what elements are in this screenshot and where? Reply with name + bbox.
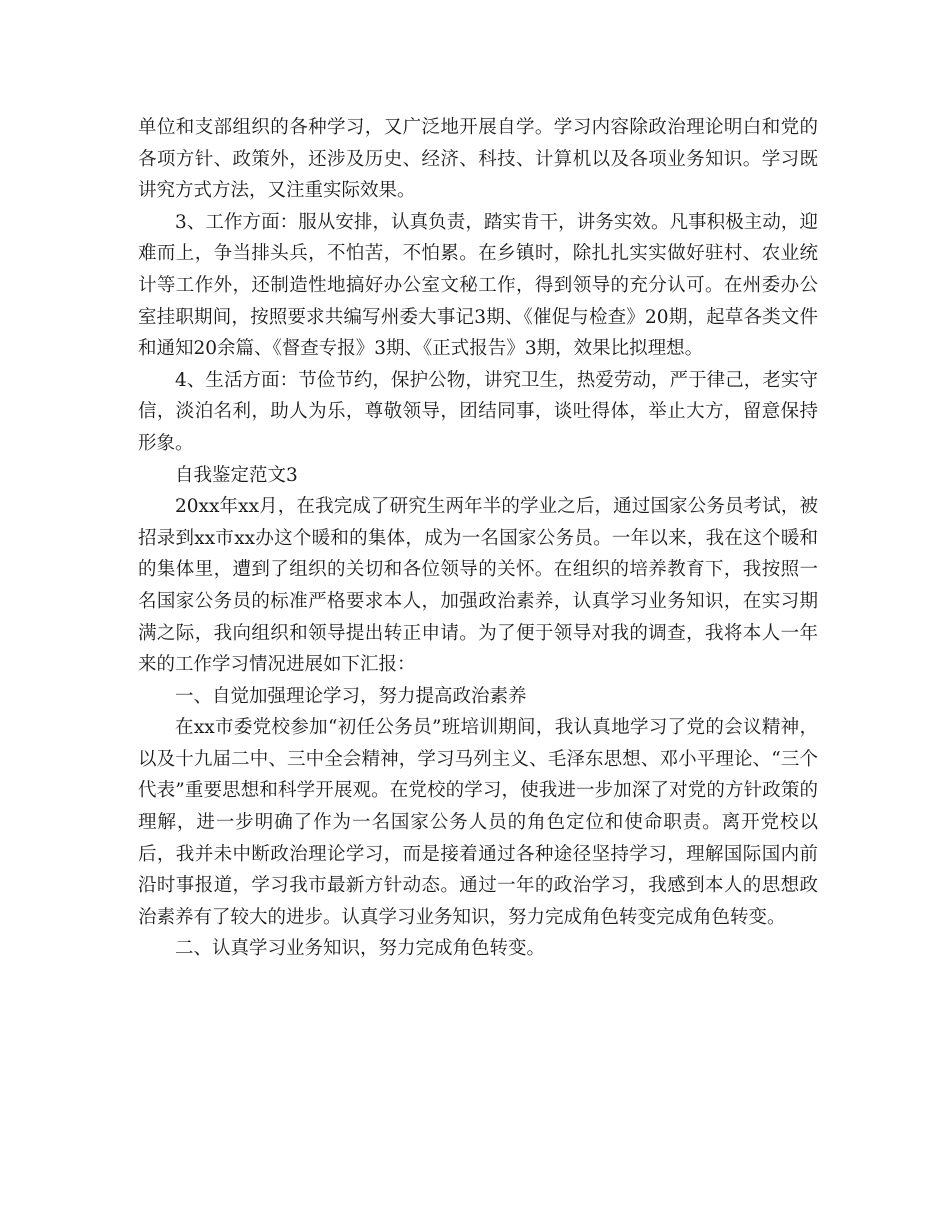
paragraph-study-continued: 单位和支部组织的各种学习，又广泛地开展自学。学习内容除政治理论明白和党的各项方针、政策外，还涉及历史、经济、科技、计算机以及各项业务知识。学习既讲究方式方法，又注重实际效果。 [138,117,818,202]
document-body [138,112,818,965]
section-heading-sample-3: 自我鉴定范文3 [175,464,298,486]
paragraph-life-aspect: 4、生活方面：节俭节约，保护公物，讲究卫生，热爱劳动，严于律己，老实守信，淡泊名利，助人为乐，尊敬领导，团结同事，谈吐得体，举止大方，留意保持形象。 [138,369,818,454]
section-heading-business-knowledge: 二、认真学习业务知识，努力完成角色转变。 [175,938,546,960]
paragraph-work-aspect: 3、工作方面：服从安排，认真负责，踏实肯干，讲务实效。凡事积极主动，迎难而上，争当排头兵，不怕苦，不怕累。在乡镇时，除扎扎实实做好驻村、农业统计等工作外，还制造性地搞好办公室文秘工作，得到领导的充分认可。在州委办公室挂职期间，按照要求共编写州委大事记3期、《催促与检查》20期，起草各类文件和通知20余篇、《督查专报》3期、《正式报告》3期，效果比拟理想。 [138,211,818,360]
paragraph-introduction: 20xx年xx月，在我完成了研究生两年半的学业之后，通过国家公务员考试，被招录到xx市xx办这个暖和的集体，成为一名国家公务员。一年以来，我在这个暖和的集体里，遭到了组织的关切和各位领导的关怀。在组织的培养教育下，我按照一名国家公务员的标准严格要求本人，加强政治素养，认真学习业务知识，在实习期满之际，我向组织和领导提出转正申请。为了便于领导对我的调查，我将本人一年来的工作学习情况进展如下汇报： [138,496,818,676]
section-heading-theory-study: 一、自觉加强理论学习，努力提高政治素养 [175,685,527,707]
paragraph-party-school: 在xx市委党校参加“初任公务员”班培训期间，我认真地学习了党的会议精神，以及十九届二中、三中全会精神，学习马列主义、毛泽东思想、邓小平理论、“三个代表”重要思想和科学开展观。在党校的学习，使我进一步加深了对党的方针政策的理解，进一步明确了作为一名国家公务人员的角色定位和使命职责。离开党校以后，我并未中断政治理论学习，而是接着通过各种途径坚持学习，理解国际国内前沿时事报道，学习我市最新方针动态。通过一年的政治学习，我感到本人的思想政治素养有了较大的进步。认真学习业务知识，努力完成角色转变完成角色转变。 [138,717,818,928]
